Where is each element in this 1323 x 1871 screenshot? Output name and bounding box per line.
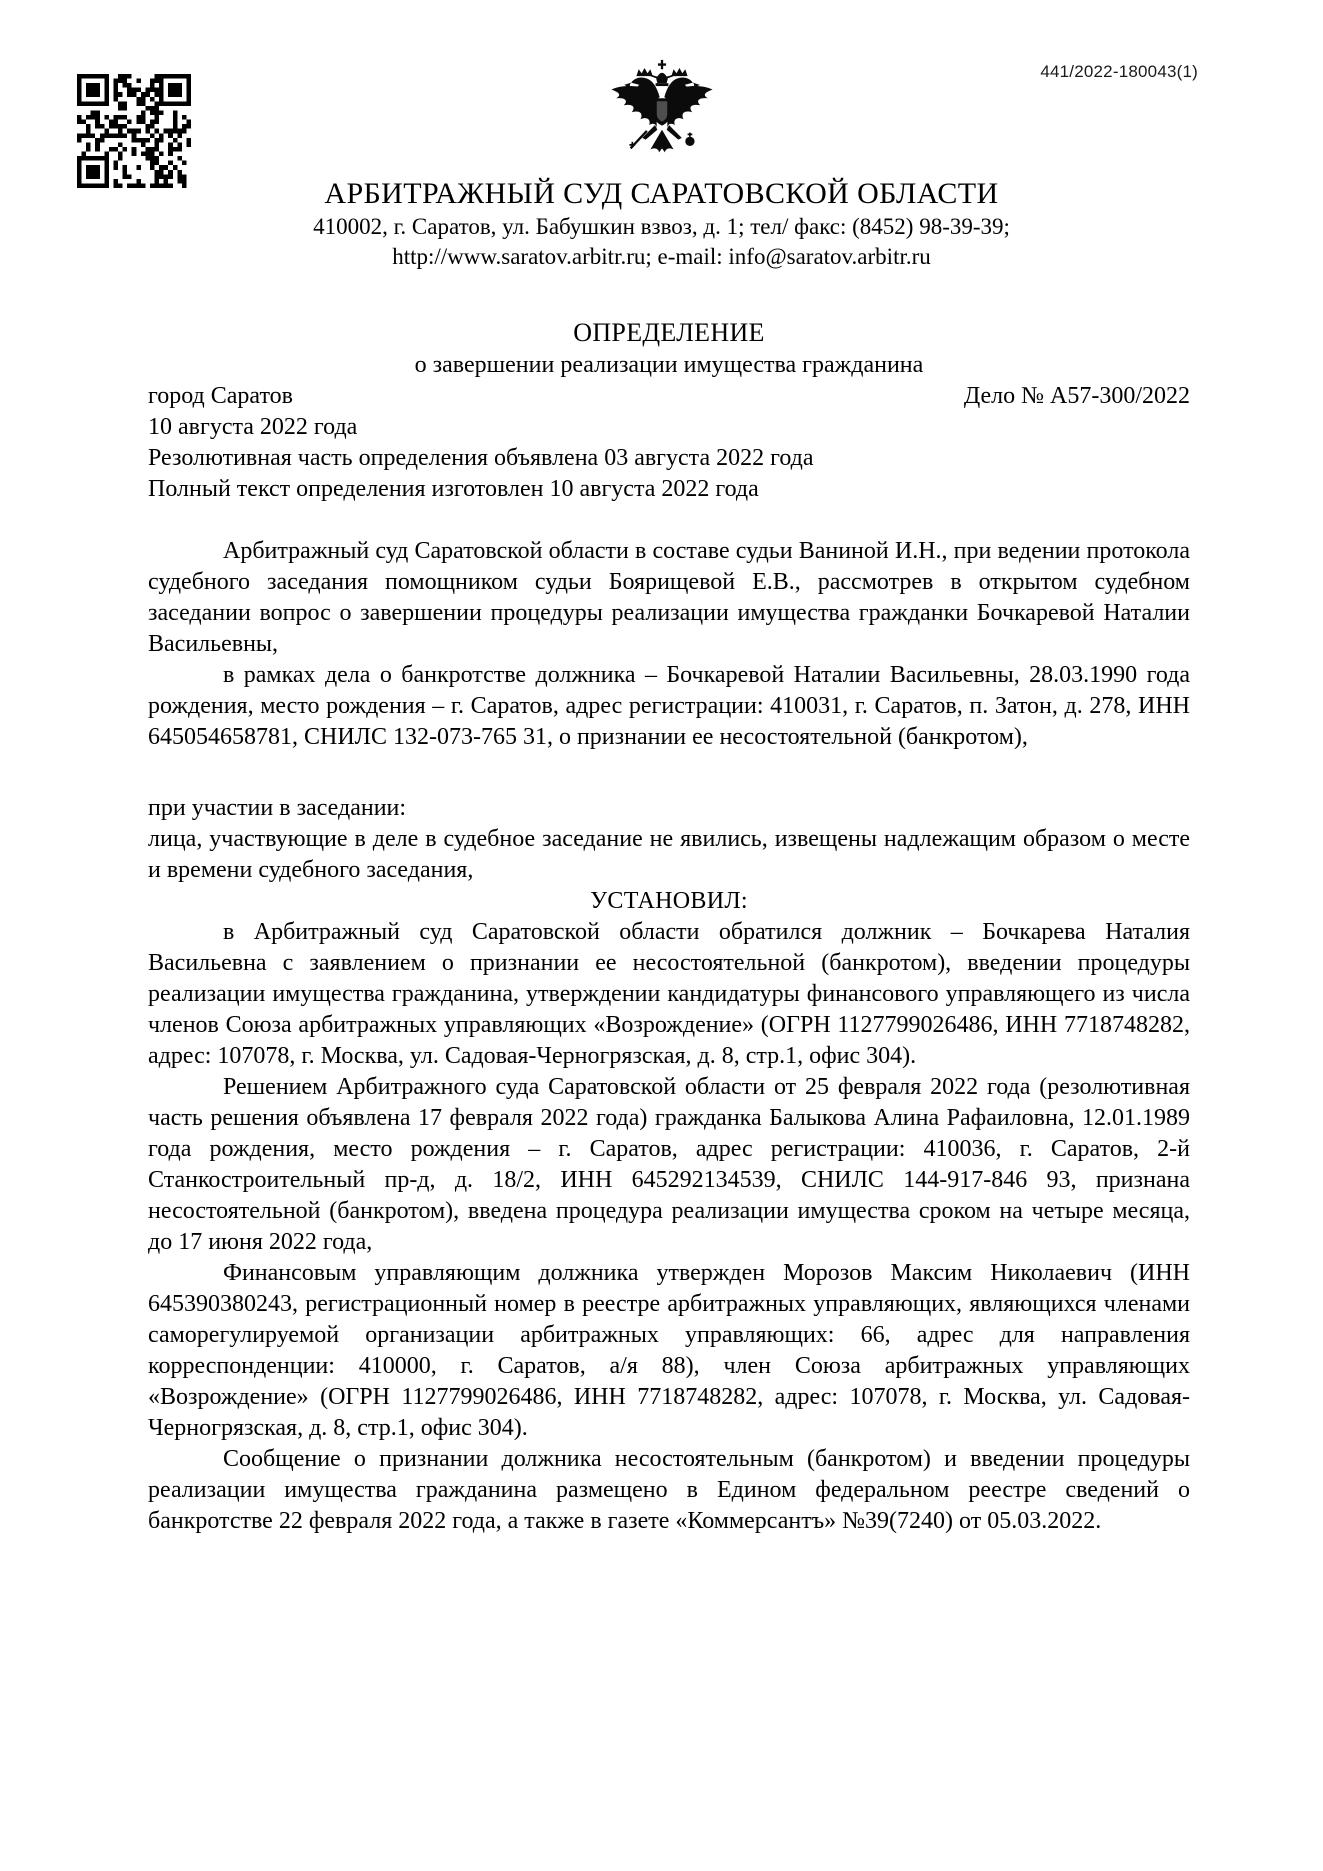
case-number: Дело № А57-300/2022 xyxy=(963,383,1190,409)
court-name: АРБИТРАЖНЫЙ СУД САРАТОВСКОЙ ОБЛАСТИ xyxy=(324,177,999,210)
resolution-date-line: Резолютивная часть определения объявлена 03 августа 2022 года xyxy=(148,445,814,471)
fulltext-date-line: Полный текст определения изготовлен 10 августа 2022 года xyxy=(148,476,759,502)
established-paragraph: в Арбитражный суд Саратовской области обратился должник – Бочкарева Наталия Васильевна с заявлением о признании ее несостоятельной (банкротом), введении процедуры реализации имущества гражданина, утверждении кандидатуры финансового управляющего из числа членов Союза арбитражных управляющих «Возрождение» (ОГРН 1127799026486, ИНН 7718748282, адрес: 107078, г. Москва, ул. Садовая-Черногрязская, д. 8, стр.1, офис 304). xyxy=(148,919,1190,1069)
court-address: 410002, г. Саратов, ул. Бабушкин взвоз, д. 1; тел/ факс: (8452) 98-39-39; xyxy=(313,214,1010,239)
participation-heading: при участии в заседании: xyxy=(148,795,407,821)
document-title: ОПРЕДЕЛЕНИЕ xyxy=(573,318,765,347)
established-heading: УСТАНОВИЛ: xyxy=(590,888,748,914)
intro-paragraph: в рамках дела о банкротстве должника – Бочкаревой Наталии Васильевны, 28.03.1990 года рождения, место рождения – г. Саратов, адрес регистрации: 410031, г. Саратов, п. Затон, д. 278, ИНН 645054658781, СНИЛС 132-073-765 31, о признании ее несостоятельной (банкротом), xyxy=(148,662,1190,750)
established-paragraph: Финансовым управляющим должника утвержден Морозов Максим Николаевич (ИНН 645390380243, регистрационный номер в реестре арбитражных управляющих, являющихся членами саморегулируемой организации арбитражных управляющих: 66, адрес для направления корреспонденции: 410000, г. Саратов, а/я 88), член Союза арбитражных управляющих «Возрождение» (ОГРН 1127799026486, ИНН 7718748282, адрес: 107078, г. Москва, ул. Садовая-Черногрязская, д. 8, стр.1, офис 304). xyxy=(148,1260,1190,1441)
document-subtitle: о завершении реализации имущества гражданина xyxy=(414,352,924,378)
court-contacts: http://www.saratov.arbitr.ru; e-mail: info@saratov.arbitr.ru xyxy=(392,244,931,269)
russia-coat-of-arms-icon xyxy=(598,58,726,170)
intro-paragraph: Арбитражный суд Саратовской области в составе судьи Ваниной И.Н., при ведении протокола судебного заседания помощником судьи Боярищевой Е.В., рассмотрев в открытом судебном заседании вопрос о завершении процедуры реализации имущества гражданки Бочкаревой Наталии Васильевны, xyxy=(148,538,1190,657)
qr-code-icon xyxy=(77,74,191,188)
document-corner-number: 441/2022-180043(1) xyxy=(1040,62,1198,81)
established-paragraph: Решением Арбитражного суда Саратовской области от 25 февраля 2022 года (резолютивная часть решения объявлена 17 февраля 2022 года) гражданка Балыкова Алина Рафаиловна, 12.01.1989 года рождения, место рождения – г. Саратов, адрес регистрации: 410036, г. Саратов, 2-й Станкостроительный пр-д, д. 18/2, ИНН 645292134539, СНИЛС 144-917-846 93, признана несостоятельной (банкротом), введена процедура реализации имущества сроком на четыре месяца, до 17 июня 2022 года, xyxy=(148,1074,1190,1255)
participation-text: лица, участвующие в деле в судебное заседание не явились, извещены надлежащим образом о месте и времени судебного заседания, xyxy=(148,826,1190,883)
established-paragraph: Сообщение о признании должника несостоятельным (банкротом) и введении процедуры реализации имущества гражданина размещено в Едином федеральном реестре сведений о банкротстве 22 февраля 2022 года, а также в газете «Коммерсантъ» №39(7240) от 05.03.2022. xyxy=(148,1446,1190,1534)
city-label: город Саратов xyxy=(148,383,293,409)
document-date-line: 10 августа 2022 года xyxy=(148,414,358,440)
